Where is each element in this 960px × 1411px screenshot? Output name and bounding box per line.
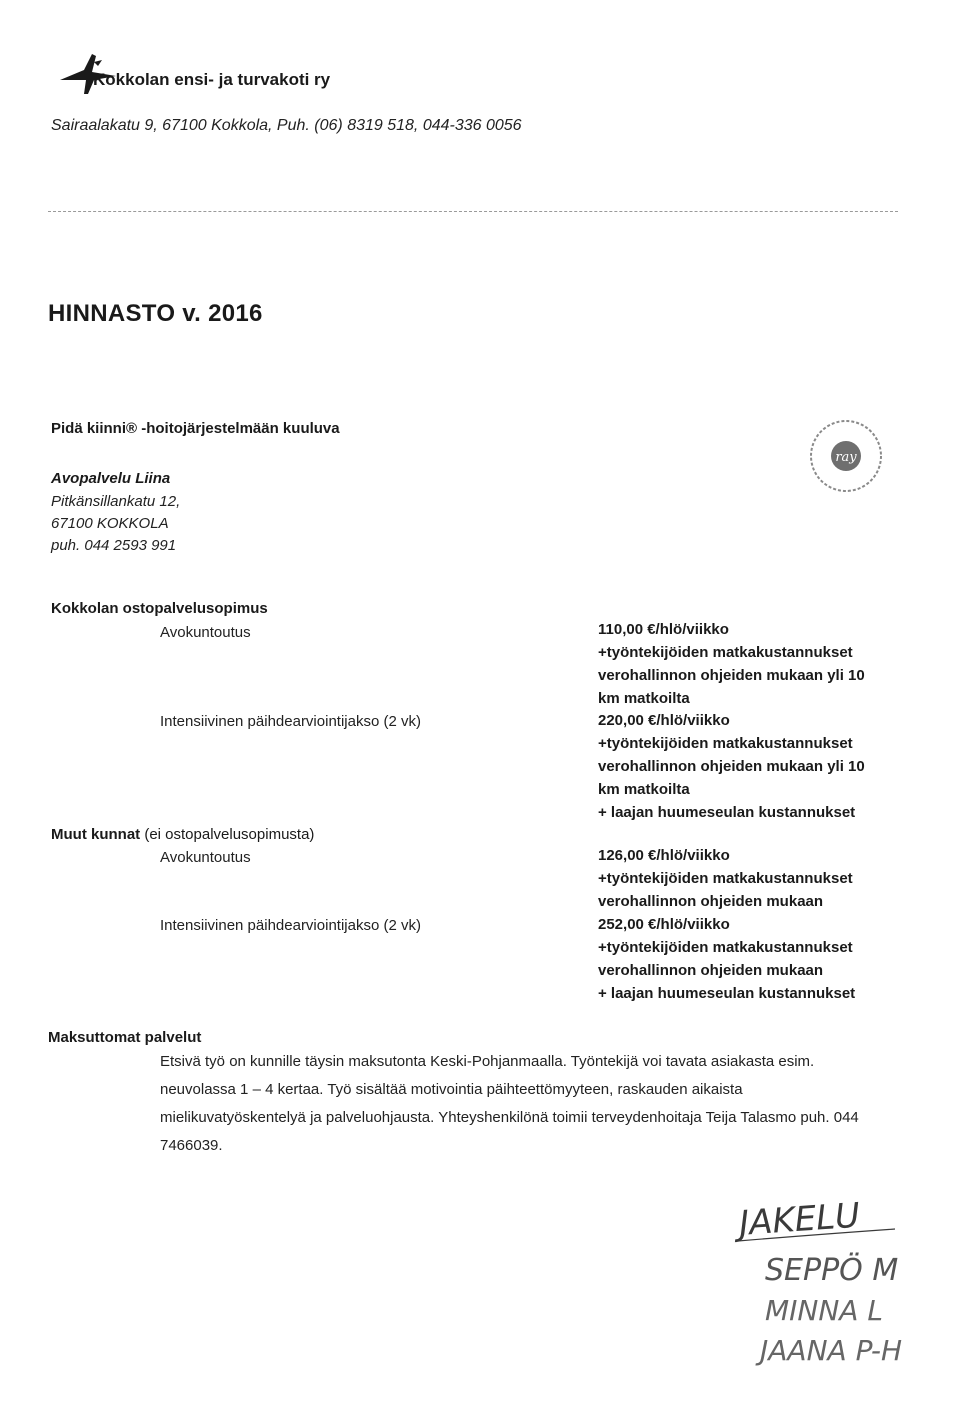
price-line: 110,00 €/hlö/viikko: [598, 621, 729, 638]
price-line: verohallinnon ohjeiden mukaan: [598, 962, 824, 979]
service-label: Avokuntoutus: [160, 849, 251, 866]
organization-name: Kokkolan ensi- ja turvakoti ry: [93, 70, 331, 89]
section-heading-note: (ei ostopalvelusopimusta): [144, 826, 315, 843]
svg-text:JAKELU: JAKELU: [737, 1195, 862, 1244]
service-label: Intensiivinen päihdearviointijakso (2 vk): [160, 917, 421, 934]
price-block: [598, 844, 908, 913]
ray-stamp-icon: [808, 418, 884, 494]
price-line: +työntekijöiden matkakustannukset: [598, 870, 853, 887]
price-line: verohallinnon ohjeiden mukaan: [598, 893, 824, 910]
price-line: 252,00 €/hlö/viikko: [598, 916, 730, 933]
provider-street: Pitkänsillankatu 12,: [51, 493, 181, 510]
price-line: 126,00 €/hlö/viikko: [598, 847, 730, 864]
page-title: HINNASTO v. 2016: [48, 300, 263, 327]
price-line: +työntekijöiden matkakustannukset: [598, 735, 853, 752]
free-services-text: Etsivä työ on kunnille täysin maksutonta Keski-Pohjanmaalla. Työntekijä voi tavata asiakasta esim. neuvolassa 1 – 4 kertaa. Työ sisältää motivointia päihteettömyyteen, raskauden aikaista mielikuvatyöskentelyä ja palveluohjausta. Yhteyshenkilönä toimii terveydenhoitaja Teija Talasmo puh. 044 7466039.: [160, 1053, 859, 1154]
service-label: Intensiivinen päihdearviointijakso (2 vk): [160, 713, 421, 730]
price-block: [598, 709, 908, 824]
svg-text:SEPPÖ M: SEPPÖ M: [765, 1253, 899, 1288]
price-line: +työntekijöiden matkakustannukset: [598, 939, 853, 956]
price-line: +työntekijöiden matkakustannukset: [598, 644, 853, 661]
price-line: + laajan huumeseulan kustannukset: [598, 804, 856, 821]
price-line: verohallinnon ohjeiden mukaan yli 10: [598, 758, 865, 775]
price-block: [598, 913, 908, 1005]
handwritten-signature: [720, 1195, 920, 1375]
svg-text:MINNA L: MINNA L: [765, 1294, 883, 1327]
price-line: 220,00 €/hlö/viikko: [598, 712, 730, 729]
price-block: [598, 618, 908, 710]
divider: [48, 211, 898, 212]
svg-text:ray: ray: [835, 450, 857, 465]
price-line: + laajan huumeseulan kustannukset: [598, 985, 856, 1002]
free-services-heading: Maksuttomat palvelut: [48, 1029, 202, 1046]
provider-city: 67100 KOKKOLA: [51, 515, 169, 532]
service-label: Avokuntoutus: [160, 624, 251, 641]
price-line: verohallinnon ohjeiden mukaan yli 10: [598, 667, 865, 684]
provider-name: Avopalvelu Liina: [51, 470, 171, 487]
organization-address: Sairaalakatu 9, 67100 Kokkola, Puh. (06) 8319 518, 044-336 0056: [51, 117, 522, 134]
price-line: km matkoilta: [598, 690, 690, 707]
svg-text:JAANA P-H: JAANA P-H: [760, 1334, 903, 1367]
provider-phone: puh. 044 2593 991: [51, 537, 177, 554]
section-heading-other-municipalities: Muut kunnat (ei ostopalvelusopimusta): [51, 826, 315, 843]
section-heading-kokkola: Kokkolan ostopalvelusopimus: [51, 600, 268, 617]
price-line: km matkoilta: [598, 781, 690, 798]
subtitle: Pidä kiinni® -hoitojärjestelmään kuuluva: [51, 420, 340, 437]
